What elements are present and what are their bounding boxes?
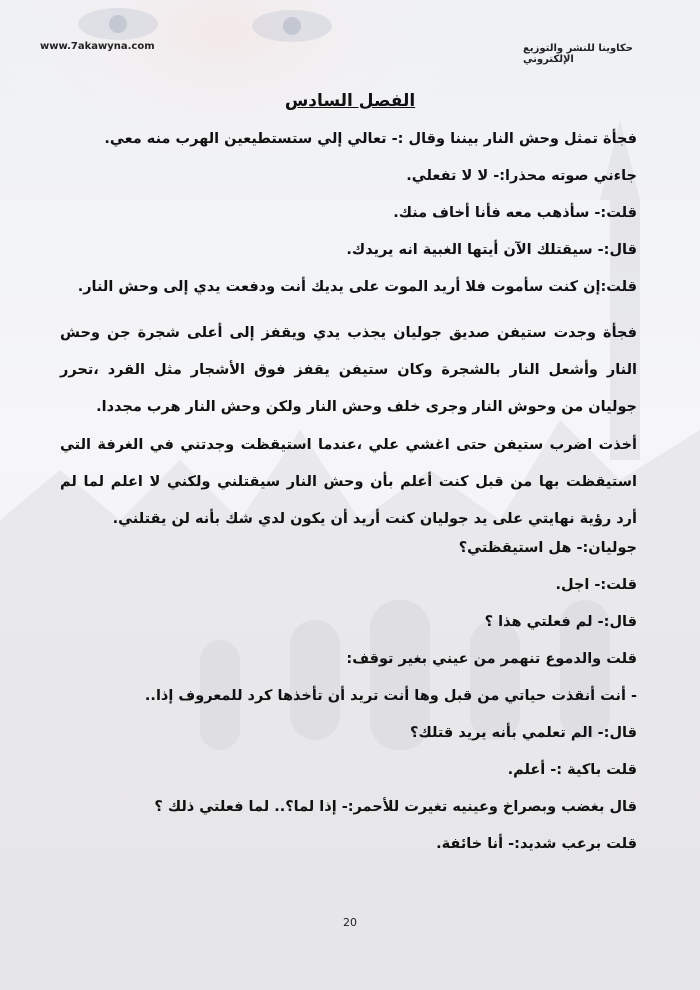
paragraph: قلت والدموع تنهمر من عيني بغير توقف:: [346, 651, 637, 667]
paragraph: فجأة وجدت ستيفن صديق جوليان يجذب يدي ويقفز إلى أعلى شجرة جن وحش النار وأشعل النار بالشجرة وكان ستيفن يقفز فوق الأشجار مثل القرد ،تحرر جوليان من وحوش النار وجرى خلف وحش النار ولكن وحش النار هرب مجددا.: [60, 325, 637, 415]
body-text: [60, 130, 637, 872]
paragraph: قلت باكية :- أعلم.: [507, 762, 637, 778]
paragraph: قال:- الم تعلمي بأنه يريد قتلك؟: [410, 725, 637, 741]
paragraph: أخذت اضرب ستيفن حتى اغشي علي ،عندما استيقظت وجدتني في الغرفة التي استيقظت بها من قبل كنت أعلم بأن وحش النار سيقتلني ولكني لا اعلم لما لم أرد رؤية نهايتي على يد جوليان كنت أريد أن يكون لدي شك بأنه لن يقتلني.: [60, 437, 637, 527]
paragraph: قلت:- سأذهب معه فأنا أخاف منك.: [393, 205, 637, 221]
paragraph: قال بغضب وبصراخ وعينيه تغيرت للأحمر:- إذا لما؟.. لما فعلتي ذلك ؟: [154, 799, 637, 815]
paragraph: قلت:- اجل.: [555, 577, 637, 593]
paragraph: قلت برعب شديد:- أنا خائفة.: [436, 836, 637, 852]
paragraph: قال:- سيقتلك الآن أيتها الغبية انه يريدك.: [346, 242, 637, 258]
header-publisher: حكاوينا للنشر والتوزيع الإلكتروني: [523, 43, 633, 65]
paragraph: فجأة تمثل وحش النار بيننا وقال :- تعالي إلي ستستطيعين الهرب منه معي.: [104, 131, 637, 147]
paragraph: - أنت أنقذت حياتي من قبل وها أنت تريد أن تأخذها كرد للمعروف إذا..: [144, 688, 637, 704]
paragraph: جوليان:- هل استيقظتي؟: [458, 540, 637, 556]
paragraph: قلت:إن كنت سأموت فلا أريد الموت على يديك أنت ودفعت يدي إلى وحش النار.: [77, 279, 637, 295]
page-number: 20: [343, 916, 357, 929]
header-website[interactable]: www.7akawyna.com: [40, 41, 155, 52]
chapter-title: الفصل السادس: [284, 91, 416, 111]
paragraph: جاءني صوته محذرا:- لا لا تفعلي.: [406, 168, 637, 184]
paragraph: قال:- لم فعلتي هذا ؟: [484, 614, 637, 630]
